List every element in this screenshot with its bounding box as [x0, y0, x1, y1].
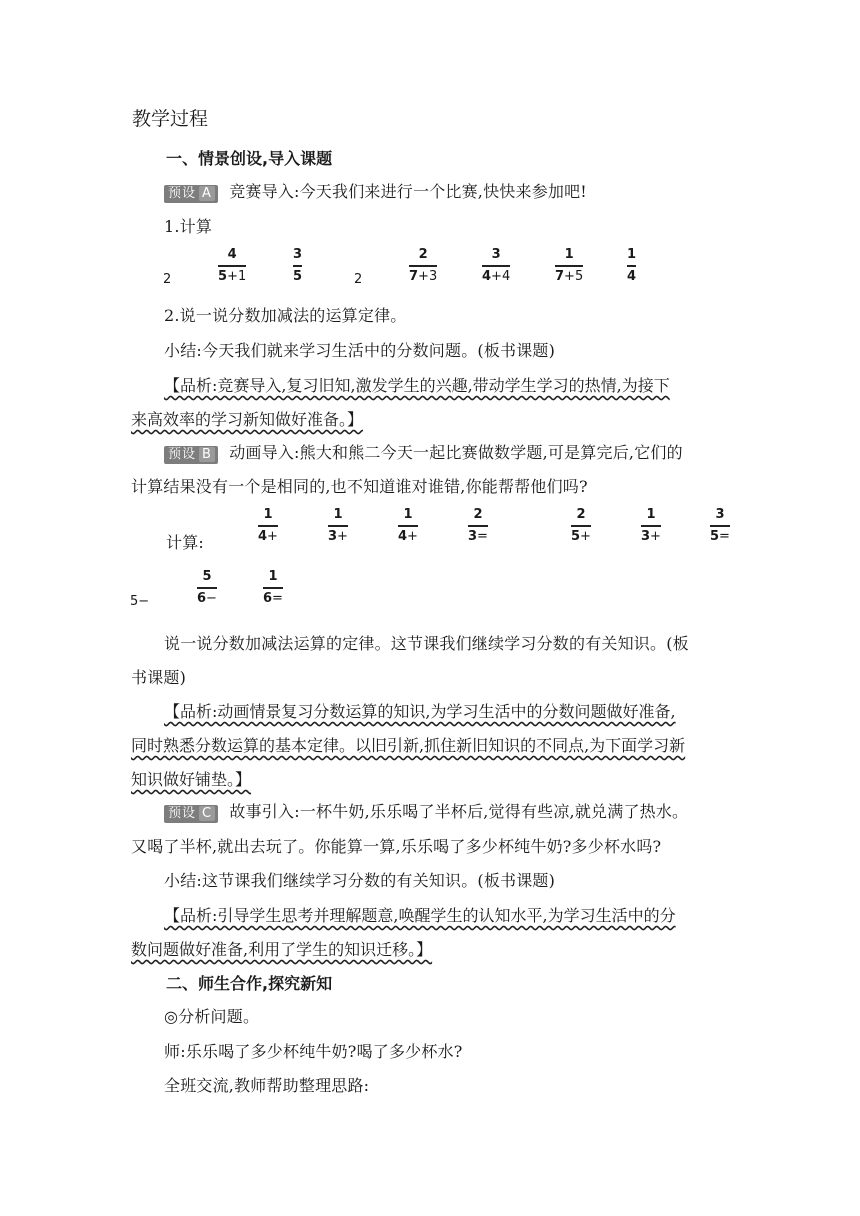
- preset-c-text-line1: 故事引入:一杯牛奶,乐乐喝了半杯后,觉得有些凉,就兑满了热水。: [229, 802, 689, 821]
- page-title: 教学过程: [132, 108, 209, 130]
- preset-b-calc-label: 计算:: [166, 533, 204, 552]
- calc-a-label-2: 2: [354, 272, 363, 287]
- calc-b-fraction-8: 5 6−: [197, 569, 217, 606]
- preset-a-item2: 2.说一说分数加减法的运算定律。: [164, 306, 407, 325]
- preset-b-text-line1: 动画导入:熊大和熊二今天一起比赛做数学题,可是算完后,它们的: [229, 443, 683, 462]
- section2-paragraph-3: 全班交流,教师帮助整理思路:: [164, 1076, 370, 1095]
- calc-a-fraction-5: 1 7+5: [555, 247, 584, 284]
- calc-b-fraction-7: 3 5=: [710, 507, 730, 544]
- calc-a-label-1: 2: [163, 272, 172, 287]
- preset-b-analysis-line1: 【品析:动画情景复习分数运算的知识,为学习生活中的分数问题做好准备,: [164, 702, 676, 721]
- preset-c-paragraph: [164, 799, 688, 823]
- preset-b-text2-line1: 说一说分数加减法运算的定律。这节课我们继续学习分数的有关知识。(板: [164, 634, 689, 653]
- calc-a-fraction-4: 3 4+4: [482, 247, 511, 284]
- preset-a-item1: 1.计算: [164, 217, 213, 236]
- calc-b-row2-lead: 5−: [130, 594, 150, 609]
- calc-a-fraction-3: 2 7+3: [409, 247, 438, 284]
- preset-b-text2-line2: 书课题): [131, 668, 187, 687]
- section2-heading: 二、师生合作,探究新知: [166, 974, 333, 993]
- calc-b-fraction-9: 1 6=: [263, 569, 283, 606]
- preset-c-text-line2: 又喝了半杯,就出去玩了。你能算一算,乐乐喝了多少杯纯牛奶?多少杯水吗?: [131, 837, 662, 856]
- calc-b-fraction-2: 1 3+: [328, 507, 348, 544]
- section2-paragraph-1: ◎分析问题。: [164, 1007, 260, 1026]
- calc-a-fraction-1: 4 5+1: [218, 247, 247, 284]
- section1-heading: 一、情景创设,导入课题: [166, 149, 333, 168]
- calc-b-fraction-5: 2 5+: [571, 507, 591, 544]
- preset-a-paragraph: [164, 179, 587, 203]
- calc-b-fraction-4: 2 3=: [468, 507, 488, 544]
- preset-b-text-line2: 计算结果没有一个是相同的,也不知道谁对谁错,你能帮帮他们吗?: [131, 477, 588, 496]
- preset-a-intro: 竞赛导入:今天我们来进行一个比赛,快快来参加吧!: [229, 182, 587, 201]
- preset-c-summary: 小结:这节课我们继续学习分数的有关知识。(板书课题): [164, 871, 556, 890]
- calc-b-fraction-1: 1 4+: [258, 507, 278, 544]
- preset-a-badge: 预设 A: [164, 185, 218, 203]
- preset-a-summary: 小结:今天我们就来学习生活中的分数问题。(板书课题): [164, 341, 556, 360]
- preset-b-paragraph: [164, 440, 683, 464]
- preset-b-analysis-line2: 同时熟悉分数运算的基本定律。以旧引新,抓住新旧知识的不同点,为下面学习新: [131, 736, 686, 755]
- calc-a-fraction-6: 1 4: [627, 247, 637, 284]
- calc-b-fraction-6: 1 3+: [641, 507, 661, 544]
- preset-c-analysis-line2: 数问题做好准备,利用了学生的知识迁移。】: [131, 940, 433, 959]
- calc-a-fraction-2: 3 5: [293, 247, 303, 284]
- calc-b-fraction-3: 1 4+: [398, 507, 418, 544]
- preset-b-badge: 预设 B: [164, 446, 218, 464]
- preset-a-analysis-line1: 【品析:竞赛导入,复习旧知,激发学生的兴趣,带动学生学习的热情,为接下: [164, 376, 670, 395]
- preset-c-analysis-line1: 【品析:引导学生思考并理解题意,唤醒学生的认知水平,为学习生活中的分: [164, 906, 676, 925]
- preset-c-badge: 预设 C: [164, 805, 218, 823]
- section2-paragraph-2: 师:乐乐喝了多少杯纯牛奶?喝了多少杯水?: [164, 1042, 463, 1061]
- preset-a-analysis-line2: 来高效率的学习新知做好准备。】: [131, 410, 364, 429]
- preset-b-analysis-line3: 知识做好铺垫。】: [131, 770, 252, 789]
